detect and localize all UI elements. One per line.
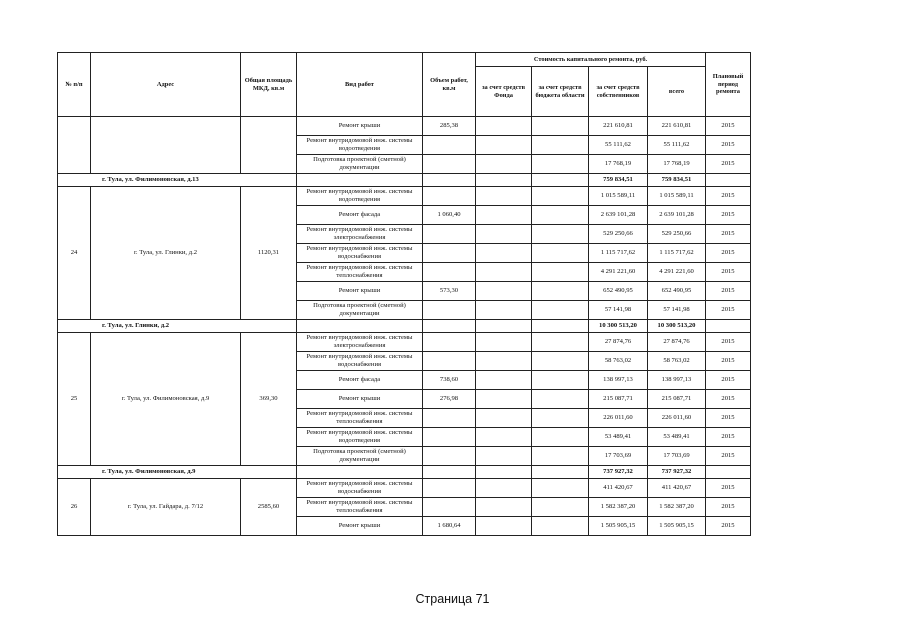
group-total-address: г. Тула, ул. Глинки, д.2 — [58, 320, 297, 333]
owners-cost: 411 420,67 — [589, 479, 648, 498]
fund-cost — [476, 498, 532, 517]
fund-cost — [476, 301, 532, 320]
work-type: Ремонт внутридомовой инж. системы водоотведения — [297, 136, 423, 155]
house-address: г. Тула, ул. Гайдара, д. 7/12 — [91, 479, 241, 536]
work-volume — [423, 466, 476, 479]
regional-cost — [532, 428, 589, 447]
work-type: Подготовка проектной (сметной) документации — [297, 301, 423, 320]
fund-cost — [476, 428, 532, 447]
work-volume — [423, 263, 476, 282]
regional-cost — [532, 479, 589, 498]
work-type: Ремонт внутридомовой инж. системы водоснабжения — [297, 352, 423, 371]
regional-cost — [532, 352, 589, 371]
fund-cost — [476, 263, 532, 282]
work-volume — [423, 187, 476, 206]
work-volume: 738,60 — [423, 371, 476, 390]
total-cost: 138 997,13 — [648, 371, 706, 390]
work-volume — [423, 174, 476, 187]
owners-cost: 1 505 905,15 — [589, 517, 648, 536]
total-cost: 652 490,95 — [648, 282, 706, 301]
group-total-owners: 10 300 513,20 — [589, 320, 648, 333]
work-volume — [423, 155, 476, 174]
header-fund: за счет средств Фонда — [476, 67, 532, 117]
group-total-row — [58, 174, 751, 187]
table-row — [58, 333, 751, 352]
total-cost: 1 582 387,20 — [648, 498, 706, 517]
owners-cost: 17 768,19 — [589, 155, 648, 174]
house-address: г. Тула, ул. Филимоновская, д.9 — [91, 333, 241, 466]
work-type — [297, 174, 423, 187]
owners-cost: 215 087,71 — [589, 390, 648, 409]
regional-cost — [532, 225, 589, 244]
fund-cost — [476, 390, 532, 409]
regional-cost — [532, 282, 589, 301]
work-volume: 1 680,64 — [423, 517, 476, 536]
work-type: Ремонт внутридомовой инж. системы водоотведения — [297, 187, 423, 206]
work-type: Ремонт внутридомовой инж. системы водоснабжения — [297, 479, 423, 498]
repair-period — [706, 174, 751, 187]
regional-cost — [532, 206, 589, 225]
repair-period: 2015 — [706, 225, 751, 244]
owners-cost: 652 490,95 — [589, 282, 648, 301]
work-type: Ремонт фасада — [297, 206, 423, 225]
house-number: 24 — [58, 187, 91, 320]
table-row — [58, 117, 751, 136]
total-cost: 27 874,76 — [648, 333, 706, 352]
work-type: Ремонт крыши — [297, 517, 423, 536]
total-cost: 1 115 717,62 — [648, 244, 706, 263]
work-type: Ремонт фасада — [297, 371, 423, 390]
fund-cost — [476, 409, 532, 428]
work-type: Ремонт крыши — [297, 282, 423, 301]
house-address: г. Тула, ул. Глинки, д.2 — [91, 187, 241, 320]
fund-cost — [476, 155, 532, 174]
fund-cost — [476, 320, 532, 333]
house-area: 369,30 — [241, 333, 297, 466]
total-cost: 226 011,60 — [648, 409, 706, 428]
total-cost: 53 489,41 — [648, 428, 706, 447]
owners-cost: 226 011,60 — [589, 409, 648, 428]
group-total-row — [58, 320, 751, 333]
table-row — [58, 479, 751, 498]
repair-period: 2015 — [706, 282, 751, 301]
header-num: № п/п — [58, 53, 91, 117]
work-volume — [423, 244, 476, 263]
fund-cost — [476, 225, 532, 244]
repair-period — [706, 466, 751, 479]
owners-cost: 221 610,81 — [589, 117, 648, 136]
house-address — [91, 117, 241, 174]
repair-period: 2015 — [706, 352, 751, 371]
header-work-type: Вид работ — [297, 53, 423, 117]
regional-cost — [532, 371, 589, 390]
total-cost: 1 505 905,15 — [648, 517, 706, 536]
owners-cost: 1 015 589,11 — [589, 187, 648, 206]
header-regional: за счет средств бюджета области — [532, 67, 589, 117]
work-volume — [423, 320, 476, 333]
work-volume — [423, 352, 476, 371]
owners-cost: 138 997,13 — [589, 371, 648, 390]
fund-cost — [476, 174, 532, 187]
house-number — [58, 117, 91, 174]
repair-period: 2015 — [706, 517, 751, 536]
work-volume: 285,38 — [423, 117, 476, 136]
work-volume: 1 060,40 — [423, 206, 476, 225]
owners-cost: 1 582 387,20 — [589, 498, 648, 517]
repair-period: 2015 — [706, 371, 751, 390]
fund-cost — [476, 371, 532, 390]
owners-cost: 4 291 221,60 — [589, 263, 648, 282]
total-cost: 2 639 101,28 — [648, 206, 706, 225]
repair-period: 2015 — [706, 263, 751, 282]
work-volume — [423, 447, 476, 466]
group-total-sum: 10 300 513,20 — [648, 320, 706, 333]
group-total-row — [58, 466, 751, 479]
regional-cost — [532, 333, 589, 352]
owners-cost: 17 703,69 — [589, 447, 648, 466]
work-type: Ремонт крыши — [297, 117, 423, 136]
table-body — [58, 117, 751, 536]
total-cost: 1 015 589,11 — [648, 187, 706, 206]
house-number: 25 — [58, 333, 91, 466]
regional-cost — [532, 301, 589, 320]
fund-cost — [476, 447, 532, 466]
owners-cost: 58 763,02 — [589, 352, 648, 371]
work-type: Ремонт крыши — [297, 390, 423, 409]
regional-cost — [532, 117, 589, 136]
header-volume: Объем работ, кв.м — [423, 53, 476, 117]
total-cost: 55 111,62 — [648, 136, 706, 155]
fund-cost — [476, 117, 532, 136]
regional-cost — [532, 390, 589, 409]
regional-cost — [532, 155, 589, 174]
work-volume: 573,30 — [423, 282, 476, 301]
owners-cost: 529 250,66 — [589, 225, 648, 244]
regional-cost — [532, 187, 589, 206]
regional-cost — [532, 409, 589, 428]
header-area: Общая площадь МКД, кв.м — [241, 53, 297, 117]
work-type — [297, 466, 423, 479]
repair-period: 2015 — [706, 155, 751, 174]
owners-cost: 27 874,76 — [589, 333, 648, 352]
fund-cost — [476, 187, 532, 206]
total-cost: 215 087,71 — [648, 390, 706, 409]
repair-period: 2015 — [706, 301, 751, 320]
regional-cost — [532, 498, 589, 517]
work-volume — [423, 428, 476, 447]
work-type: Ремонт внутридомовой инж. системы электроснабжения — [297, 225, 423, 244]
repair-period: 2015 — [706, 136, 751, 155]
work-volume — [423, 409, 476, 428]
regional-cost — [532, 466, 589, 479]
fund-cost — [476, 352, 532, 371]
owners-cost: 57 141,98 — [589, 301, 648, 320]
repair-period: 2015 — [706, 206, 751, 225]
total-cost: 4 291 221,60 — [648, 263, 706, 282]
header-address: Адрес — [91, 53, 241, 117]
total-cost: 17 703,69 — [648, 447, 706, 466]
work-type: Ремонт внутридомовой инж. системы теплоснабжения — [297, 409, 423, 428]
fund-cost — [476, 333, 532, 352]
fund-cost — [476, 136, 532, 155]
total-cost: 529 250,66 — [648, 225, 706, 244]
group-total-address: г. Тула, ул. Филимоновская, д.13 — [58, 174, 297, 187]
work-type: Ремонт внутридомовой инж. системы водоотведения — [297, 428, 423, 447]
house-area: 1120,31 — [241, 187, 297, 320]
fund-cost — [476, 206, 532, 225]
fund-cost — [476, 466, 532, 479]
header-period: Плановый период ремонта — [706, 53, 751, 117]
work-type: Ремонт внутридомовой инж. системы теплоснабжения — [297, 498, 423, 517]
table-row — [58, 187, 751, 206]
repair-period: 2015 — [706, 244, 751, 263]
fund-cost — [476, 517, 532, 536]
regional-cost — [532, 320, 589, 333]
regional-cost — [532, 244, 589, 263]
total-cost: 57 141,98 — [648, 301, 706, 320]
regional-cost — [532, 263, 589, 282]
header-cost-group: Стоимость капитального ремонта, руб. — [476, 53, 706, 67]
total-cost: 17 768,19 — [648, 155, 706, 174]
house-area — [241, 117, 297, 174]
total-cost: 411 420,67 — [648, 479, 706, 498]
work-type: Подготовка проектной (сметной) документации — [297, 155, 423, 174]
regional-cost — [532, 174, 589, 187]
header-total: всего — [648, 67, 706, 117]
repair-period: 2015 — [706, 447, 751, 466]
owners-cost: 53 489,41 — [589, 428, 648, 447]
work-volume — [423, 225, 476, 244]
regional-cost — [532, 136, 589, 155]
owners-cost: 55 111,62 — [589, 136, 648, 155]
repair-period: 2015 — [706, 479, 751, 498]
group-total-sum: 759 834,51 — [648, 174, 706, 187]
repair-period: 2015 — [706, 187, 751, 206]
work-volume: 276,98 — [423, 390, 476, 409]
repair-period: 2015 — [706, 409, 751, 428]
repair-period — [706, 320, 751, 333]
capital-repair-table — [57, 52, 751, 536]
work-volume — [423, 301, 476, 320]
work-type: Ремонт внутридомовой инж. системы электроснабжения — [297, 333, 423, 352]
house-number: 26 — [58, 479, 91, 536]
owners-cost: 1 115 717,62 — [589, 244, 648, 263]
group-total-owners: 759 834,51 — [589, 174, 648, 187]
work-volume — [423, 136, 476, 155]
header-owners: за счет средств собственников — [589, 67, 648, 117]
work-type: Ремонт внутридомовой инж. системы теплоснабжения — [297, 263, 423, 282]
group-total-owners: 737 927,32 — [589, 466, 648, 479]
repair-period: 2015 — [706, 498, 751, 517]
house-area: 2585,60 — [241, 479, 297, 536]
repair-period: 2015 — [706, 117, 751, 136]
work-volume — [423, 333, 476, 352]
work-volume — [423, 479, 476, 498]
fund-cost — [476, 244, 532, 263]
total-cost: 221 610,81 — [648, 117, 706, 136]
group-total-address: г. Тула, ул. Филимоновская, д.9 — [58, 466, 297, 479]
owners-cost: 2 639 101,28 — [589, 206, 648, 225]
fund-cost — [476, 479, 532, 498]
regional-cost — [532, 517, 589, 536]
work-type: Ремонт внутридомовой инж. системы водоснабжения — [297, 244, 423, 263]
fund-cost — [476, 282, 532, 301]
total-cost: 58 763,02 — [648, 352, 706, 371]
work-type — [297, 320, 423, 333]
repair-period: 2015 — [706, 390, 751, 409]
repair-period: 2015 — [706, 428, 751, 447]
regional-cost — [532, 447, 589, 466]
work-type: Подготовка проектной (сметной) документации — [297, 447, 423, 466]
work-volume — [423, 498, 476, 517]
page-number: Страница 71 — [415, 592, 490, 606]
repair-period: 2015 — [706, 333, 751, 352]
group-total-sum: 737 927,32 — [648, 466, 706, 479]
